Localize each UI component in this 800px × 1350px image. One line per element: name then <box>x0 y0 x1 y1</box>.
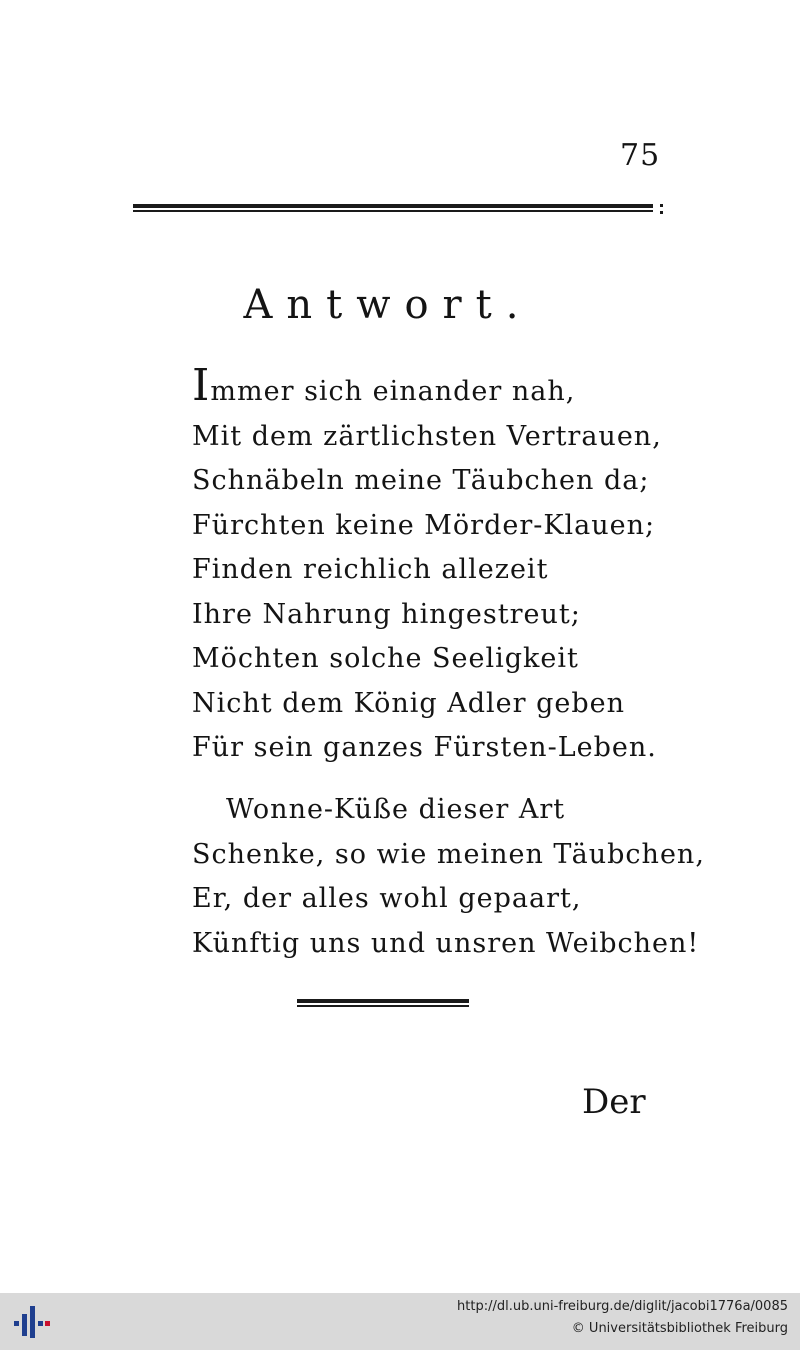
poem-line: Finden reichlich allezeit <box>192 554 549 585</box>
poem-line: Ihre Nahrung hingestreut; <box>192 598 581 630</box>
header-rule-thin-line <box>133 210 653 212</box>
end-rule-thin-line <box>297 1005 469 1007</box>
catchword: Der <box>582 1082 646 1122</box>
poem-line: Nicht dem König Adler geben <box>192 687 626 719</box>
copyright-notice: © Universitätsbibliothek Freiburg <box>571 1321 788 1336</box>
end-rule <box>297 997 469 1007</box>
poem-line <box>192 360 662 415</box>
poem-line: Schenke, so wie meinen Täubchen, <box>192 838 705 870</box>
initial-letter: I <box>192 360 211 411</box>
permalink-url[interactable]: http://dl.ub.uni-freiburg.de/diglit/jacobi1776a/0085 <box>457 1299 788 1314</box>
end-rule-thick-line <box>297 999 469 1003</box>
poem-line: Möchten solche Seeligkeit <box>192 643 579 674</box>
poem-line: Fürchten keine Mörder-Klauen; <box>192 509 656 541</box>
poem-line: Er, der alles wohl gepaart, <box>192 883 582 914</box>
poem-line-text: mmer sich einander nah, <box>210 376 576 407</box>
page-number: 75 <box>620 138 661 173</box>
stanza-1 <box>192 360 662 771</box>
poem-line: Wonne-Küße dieser Art <box>226 794 566 825</box>
header-rule-thick-line <box>133 204 653 208</box>
poem-line: Künftig uns und unsren Weibchen! <box>192 927 700 959</box>
poem-line: Mit dem zärtlichsten Vertrauen, <box>192 420 662 452</box>
footer-bar <box>0 1293 800 1350</box>
ub-freiburg-logo-icon <box>14 1304 50 1340</box>
header-rule <box>133 204 653 212</box>
stanza-2 <box>192 788 705 966</box>
header-rule-end-mark <box>660 204 663 214</box>
poem-line: Schnäbeln meine Täubchen da; <box>192 465 650 496</box>
poem-line: Für sein ganzes Fürsten-Leben. <box>192 732 657 763</box>
poem-title: Antwort. <box>243 282 533 328</box>
